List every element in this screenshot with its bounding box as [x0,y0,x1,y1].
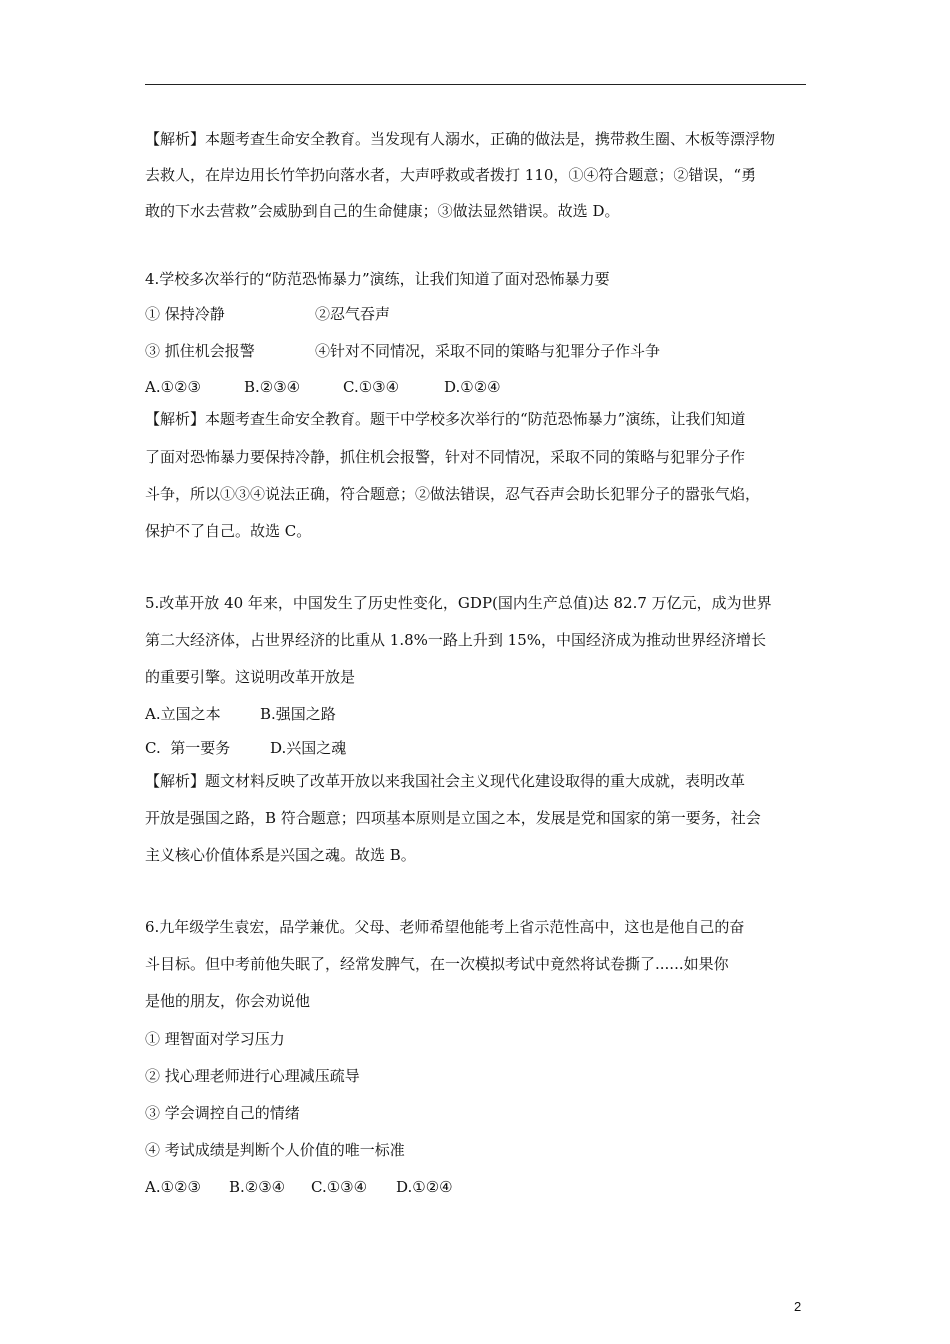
q3-analysis-line-1: 【解析】本题考查生命安全教育。当发现有人溺水，正确的做法是，携带救生圈、木板等漂浮物 [145,130,776,148]
q6-option-d: D.①②④ [396,1178,453,1196]
q5-analysis-line-3: 主义核心价值体系是兴国之魂。故选 B。 [145,846,416,864]
analysis-tag: 【解析】 [145,130,206,148]
header-rule [145,84,806,85]
q4-option-b: B.②③④ [244,378,301,396]
q3-analysis-line-2: 去救人，在岸边用长竹竿扔向落水者，大声呼救或者拨打 110，①④符合题意；②错误，“勇 [145,166,757,184]
q5-analysis-line-1: 【解析】题文材料反映了改革开放以来我国社会主义现代化建设取得的重大成就，表明改革 [145,772,746,790]
q6-line-2: 斗目标。但中考前他失眠了，经常发脾气，在一次模拟考试中竟然将试卷撕了......如果你 [145,955,729,973]
q4-item-1: ① 保持冷静 [145,305,225,323]
q3-analysis-line-3: 敢的下水去营救”会威胁到自己的生命健康；③做法显然错误。故选 D。 [145,202,620,220]
q6-item-4: ④ 考试成绩是判断个人价值的唯一标准 [145,1141,405,1159]
q6-option-b: B.②③④ [229,1178,286,1196]
q5-option-b: B.强国之路 [260,705,336,723]
q4-stem: 4.学校多次举行的“防范恐怖暴力”演练，让我们知道了面对恐怖暴力要 [145,270,610,288]
q4-item-4: ④针对不同情况，采取不同的策略与犯罪分子作斗争 [315,342,661,360]
q6-line-3: 是他的朋友，你会劝说他 [145,992,311,1010]
analysis-tag: 【解析】 [145,410,206,428]
q5-line-2: 第二大经济体，占世界经济的比重从 1.8%一路上升到 15%，中国经济成为推动世界经济增长 [145,631,766,649]
q4-analysis-line-1: 【解析】本题考查生命安全教育。题干中学校多次举行的“防范恐怖暴力”演练，让我们知道 [145,410,746,428]
q6-option-a: A.①②③ [145,1178,201,1196]
q6-option-c: C.①③④ [311,1178,368,1196]
q5-line-3: 的重要引擎。这说明改革开放是 [145,668,356,686]
q5-line-1: 5.改革开放 40 年来，中国发生了历史性变化，GDP(国内生产总值)达 82.7 万亿元，成为世界 [145,594,772,612]
q5-option-a: A.立国之本 [145,705,221,723]
q4-analysis-line-3: 斗争，所以①③④说法正确，符合题意；②做法错误，忍气吞声会助长犯罪分子的嚣张气焰， [145,485,761,503]
q4-analysis-line-4: 保护不了自己。故选 C。 [145,522,312,540]
q5-analysis-line-2: 开放是强国之路，B 符合题意；四项基本原则是立国之本，发展是党和国家的第一要务，社会 [145,809,761,827]
page-number: 2 [794,1299,802,1314]
q4-option-d: D.①②④ [444,378,501,396]
q4-item-2: ②忍气吞声 [315,305,391,323]
q6-item-1: ① 理智面对学习压力 [145,1030,285,1048]
q5-option-d: D.兴国之魂 [270,739,347,757]
q5-option-c: C. 第一要务 [145,739,231,757]
analysis-tag: 【解析】 [145,772,206,790]
q4-item-3: ③ 抓住机会报警 [145,342,255,360]
q4-analysis-line-2: 了面对恐怖暴力要保持冷静，抓住机会报警，针对不同情况，采取不同的策略与犯罪分子作 [145,448,746,466]
q6-item-2: ② 找心理老师进行心理减压疏导 [145,1067,360,1085]
q6-item-3: ③ 学会调控自己的情绪 [145,1104,300,1122]
q4-option-c: C.①③④ [343,378,400,396]
q4-option-a: A.①②③ [145,378,201,396]
q6-line-1: 6.九年级学生袁宏，品学兼优。父母、老师希望他能考上省示范性高中，这也是他自己的奋 [145,918,745,936]
